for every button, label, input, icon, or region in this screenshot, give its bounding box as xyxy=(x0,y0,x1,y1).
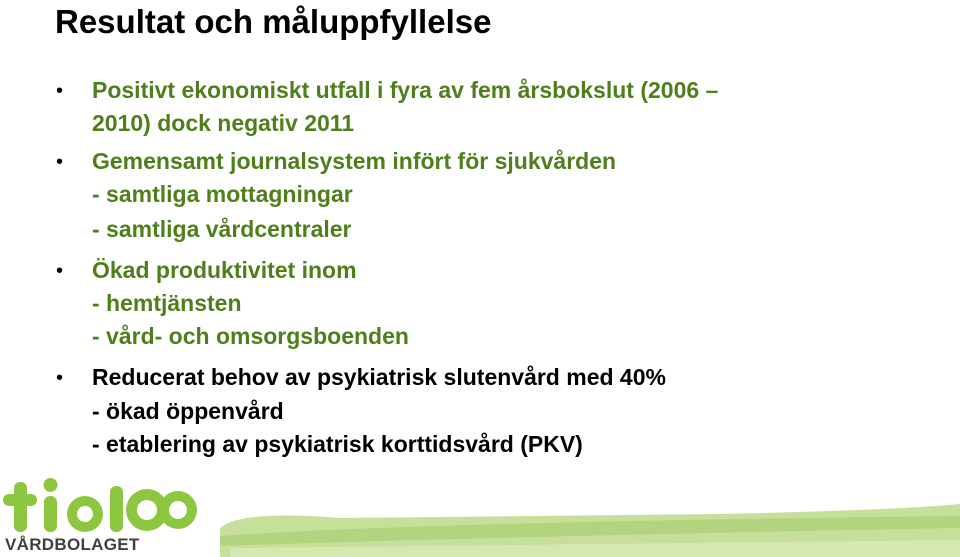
bullet-marker: • xyxy=(56,260,64,282)
bullet-subtext: - vård- och omsorgsboenden xyxy=(92,323,409,349)
bullet-text: Gemensamt journalsystem infört för sjukvården xyxy=(92,148,617,174)
bullet-subtext: - hemtjänsten xyxy=(92,290,242,316)
bullet-text: Ökad produktivitet inom xyxy=(92,257,357,283)
bullet-text: 2010) dock negativ 2011 xyxy=(92,110,355,136)
bullet-subtext: - etablering av psykiatrisk korttidsvård (PKV) xyxy=(92,431,583,457)
bullet-text: Positivt ekonomiskt utfall i fyra av fem årsbokslut (2006 – xyxy=(92,77,719,103)
slide-title: Resultat och måluppfyllelse xyxy=(55,3,492,40)
bullet-marker: • xyxy=(56,367,64,389)
decorative-stripe-icon xyxy=(220,500,960,557)
logo-text: VÅRDBOLAGET xyxy=(5,535,140,554)
bullet-text: Reducerat behov av psykiatrisk slutenvård med 40% xyxy=(92,364,666,390)
bullet-subtext: - samtliga vårdcentraler xyxy=(92,216,352,242)
bullet-subtext: - samtliga mottagningar xyxy=(92,181,353,207)
bullet-marker: • xyxy=(56,151,64,173)
bullet-subtext: - ökad öppenvård xyxy=(92,398,284,424)
bullet-marker: • xyxy=(56,80,64,102)
